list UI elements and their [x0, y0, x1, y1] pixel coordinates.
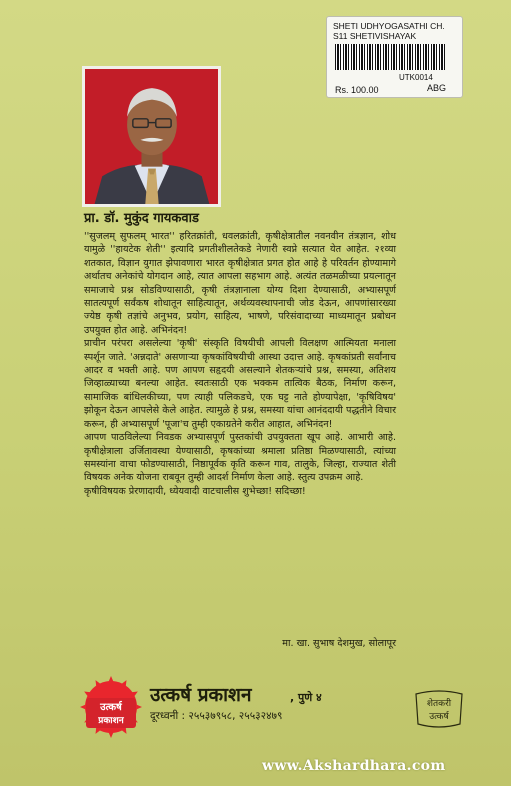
sticker-title-line-2: S11 SHETIVISHAYAK: [333, 31, 417, 41]
logo-text-1: उत्कर्ष: [100, 702, 122, 713]
sticker-tag: ABG: [427, 83, 447, 93]
paragraph: प्राचीन परंपरा असलेल्या 'कृषी' संस्कृति विषयीची आपली विलक्षण आत्मियता मनाला स्पर्शून जाते. 'अन्नदाते' असणाऱ्या कृषकांविषयीची आस्था उदात्त आहे. कृषकांप्रती सर्वांनाच आदर व भक्ती आहे. पण आपण सहृदयी असल्याने शेतकऱ्यांचे प्रश्न, समस्या, अतिशय जिव्हाळ्याच्या बनल्या आहेत. स्वतःसाठी एक भक्कम तात्विक बैठक, निर्माण करून, सामाजिक बांधिलकीच्या, पण त्याही पलिकडचे, एक घट्ट नाते होण्यापेक्षा, 'कृषिविषय' झोकून देऊन आपलेसे केले आहेत. त्यामुळे हे प्रश्न, समस्या यांचा आनंददायी पद्धतीने विचार करून, ही अभ्यासपूर्ण 'पूजा'च तुम्ही एकाग्रतेने करीत आहात, अभिनंदन!: [84, 338, 396, 430]
sticker-price: Rs. 100.00: [335, 85, 379, 95]
publisher-phone: दूरध्वनी : २५५३७९५८, २५५३२४७९: [150, 710, 283, 722]
publisher-logo: [80, 676, 142, 738]
author-name: प्रा. डॉ. मुकुंद गायकवाड: [84, 211, 199, 226]
barcode: [335, 44, 445, 70]
seal-text-2: उत्कर्ष: [429, 712, 449, 722]
website-watermark: www.Akshardhara.com: [262, 758, 446, 774]
testimonial-signature: मा. खा. सुभाष देशमुख, सोलापूर: [282, 638, 396, 649]
publisher-city: , पुणे ४: [290, 691, 322, 704]
paragraph: कृषीविषयक प्रेरणादायी, ध्येयवादी वाटचालीस शुभेच्छा! सदिच्छा!: [84, 485, 306, 497]
series-seal: [412, 688, 466, 730]
logo-text-2: प्रकाशन: [98, 716, 124, 726]
sticker-title-line-1: SHETI UDHYOGASATHI CH.: [333, 21, 445, 31]
seal-text-1: शेतकरी: [426, 699, 452, 709]
author-photo: [82, 66, 221, 207]
sticker-code: UTK0014: [399, 73, 433, 82]
paragraph: आपण पाठविलेल्या निवडक अभ्यासपूर्ण पुस्तकांची उपयुक्तता खूप आहे. आभारी आहे. कृषीक्षेत्राला उर्जितावस्था येण्यासाठी, कृषकांच्या श्रमाला प्रतिष्ठा मिळण्यासाठी, त्यांच्या समस्यांना वाचा फोडण्यासाठी, निष्ठापूर्वक कृति करून गाव, तालुके, जिल्हा, राज्यात शेती विषयक अनेक योजना राबवून तुम्ही आदर्श निर्माण केला आहे. स्तुत्य उपक्रम आहे.: [84, 432, 396, 484]
paragraph: ''सुजलम् सुफलम् भारत'' हरितक्रांती, धवलक्रांती, कृषीक्षेत्रातील नवनवीन तंत्रज्ञान, शोध यामुळे ''हायटेक शेती'' इत्यादि प्रगतीशीलतेकडे नेणारी स्वप्ने सत्यात येत आहेत. २१व्या शतकात, विज्ञान युगात झेपावणारा भारत कृषीक्षेत्रात प्रगत होत आहे हे परिवर्तन होण्यामागे अर्थातच अनेकांचे योगदान आहे, त्यात आपला सहभाग आहे. अत्यंत तळमळीच्या प्रयत्नातून समाजाचे प्रश्न सोडविण्यासाठी, कृषी तंत्रज्ञानाला योग्य दिशा देण्यासाठी, अभ्यासपूर्ण सातत्यपूर्ण सर्वंकष शोधातून साहित्यातून, अर्थव्यवस्थापनाची जोड देऊन, आपणांसारख्या ज्येष्ठ कृषी तज्ञांचे अनुभव, प्रयोग, साहित्य, भाषणे, परिसंवादाच्या माध्यमातून प्रबोधन उपयुक्त होत आहे. अभिनंदन!: [84, 231, 396, 336]
testimonial-text: [84, 230, 396, 498]
publisher-name: उत्कर्ष प्रकाशन: [150, 684, 252, 706]
price-sticker: [326, 16, 463, 98]
